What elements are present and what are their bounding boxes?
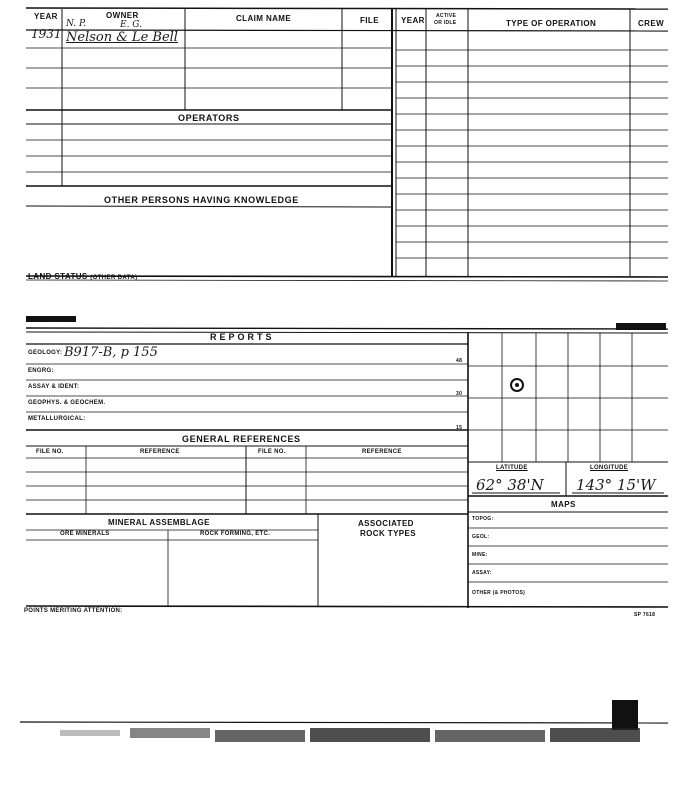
col-year-2: YEAR <box>401 16 425 25</box>
col-owner: OWNER <box>106 11 139 20</box>
entry-owner-initials-2: E. G. <box>120 20 143 30</box>
entry-owner: Nelson & Le Bell <box>66 30 178 45</box>
latitude-value: 62° 38'N <box>476 476 544 494</box>
associated-label-2: ROCK TYPES <box>360 529 417 538</box>
longitude-value: 143° 15'W <box>576 476 656 494</box>
maps-mine: MINE: <box>472 552 488 558</box>
geology-value: B917-B, p 155 <box>64 345 158 360</box>
margin-15: 15 <box>456 425 463 431</box>
geology-label: GEOLOGY: <box>28 350 63 356</box>
scanner-noise <box>60 728 640 742</box>
col-claim-name: CLAIM NAME <box>236 14 292 23</box>
gr-file-no-1: FILE NO. <box>36 449 64 455</box>
general-references-title: GENERAL REFERENCES <box>182 434 301 444</box>
entry-owner-initials: N. P. <box>66 19 87 29</box>
longitude-label: LONGITUDE <box>590 465 629 471</box>
land-status-title: LAND STATUS (OTHER DATA) <box>28 272 138 281</box>
ore-minerals-label: ORE MINERALS <box>60 531 110 537</box>
engrg-label: ENGRG: <box>28 368 54 374</box>
col-type-of-operation: TYPE OF OPERATION <box>506 19 597 28</box>
assay-label: ASSAY & IDENT: <box>28 384 80 390</box>
maps-assay: ASSAY: <box>472 570 492 576</box>
geophys-label: GEOPHYS. & GEOCHEM. <box>28 400 106 406</box>
rock-forming-label: ROCK FORMING, ETC. <box>200 531 271 537</box>
entry-year: 1931 <box>31 27 62 41</box>
associated-label-1: ASSOCIATED <box>358 519 414 528</box>
ink-smudge-left <box>26 316 76 322</box>
operators-title: OPERATORS <box>178 113 240 123</box>
maps-title: MAPS <box>551 500 576 509</box>
margin-48: 48 <box>456 358 463 364</box>
col-active-2: OR IDLE <box>434 20 457 26</box>
latitude-label: LATITUDE <box>496 465 528 471</box>
col-active-1: ACTIVE <box>436 13 457 19</box>
col-crew: CREW <box>638 19 665 28</box>
gr-reference-1: REFERENCE <box>140 449 180 455</box>
gr-file-no-2: FILE NO. <box>258 449 286 455</box>
mineral-assemblage-title: MINERAL ASSEMBLAGE <box>108 518 210 527</box>
points-meriting-attention: POINTS MERITING ATTENTION: <box>24 608 123 614</box>
top-rule <box>26 8 668 9</box>
reports-title: REPORTS <box>210 332 275 342</box>
maps-other: OTHER (& PHOTOS) <box>472 590 526 596</box>
other-persons-title: OTHER PERSONS HAVING KNOWLEDGE <box>104 195 299 205</box>
form-number: SP 7618 <box>634 612 656 618</box>
col-file: FILE <box>360 16 379 25</box>
maps-topog: TOPOG: <box>472 516 494 522</box>
gr-reference-2: REFERENCE <box>362 449 402 455</box>
ink-block <box>612 700 638 730</box>
metallurgical-label: METALLURGICAL: <box>28 416 86 422</box>
maps-geol: GEOL: <box>472 534 490 540</box>
col-year: YEAR <box>34 12 58 21</box>
ink-smudge-right <box>616 323 666 330</box>
margin-30: 30 <box>456 391 463 397</box>
